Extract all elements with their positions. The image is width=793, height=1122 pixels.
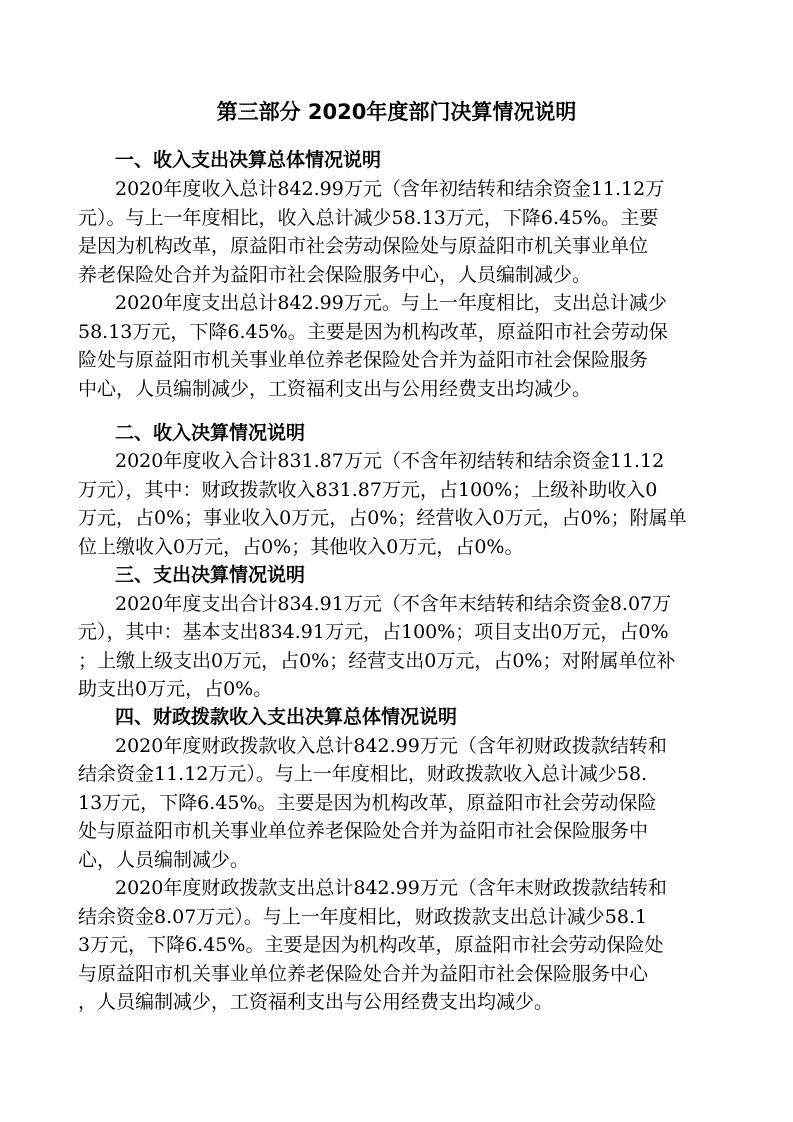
section-heading-4: 四、财政拨款收入支出决算总体情况说明 bbox=[115, 706, 458, 728]
section-heading-2: 二、收入决算情况说明 bbox=[115, 422, 306, 444]
paragraph-line: 中心，人员编制减少，工资福利支出与公用经费支出均减少。 bbox=[78, 378, 592, 400]
paragraph-line: 2020年度收入合计831.87万元（不含年初结转和结余资金11.12 bbox=[115, 450, 665, 472]
paragraph-line: 养老保险处合并为益阳市社会保险服务中心，人员编制减少。 bbox=[78, 264, 592, 286]
paragraph-line: 58.13万元，下降6.45%。主要是因为机构改革，原益阳市社会劳动保 bbox=[78, 321, 668, 343]
paragraph-line: 处与原益阳市机关事业单位养老保险处合并为益阳市社会保险服务中 bbox=[78, 820, 649, 842]
paragraph-line: 助支出0万元，占0%。 bbox=[78, 678, 273, 700]
paragraph-line: 2020年度支出合计834.91万元（不含年末结转和结余资金8.07万 bbox=[115, 593, 672, 615]
paragraph-line: 与原益阳市机关事业单位养老保险处合并为益阳市社会保险服务中心 bbox=[78, 963, 649, 985]
paragraph-line: 3万元，下降6.45%。主要是因为机构改革，原益阳市社会劳动保险处 bbox=[78, 934, 664, 956]
paragraph-line: 是因为机构改革，原益阳市社会劳动保险处与原益阳市机关事业单位 bbox=[78, 235, 649, 257]
paragraph-line: 2020年度财政拨款收入总计842.99万元（含年初财政拨款结转和 bbox=[115, 735, 667, 757]
paragraph-line: 元）。与上一年度相比，收入总计减少58.13万元，下降6.45%。主要 bbox=[78, 207, 659, 229]
paragraph-line: 结余资金11.12万元）。与上一年度相比，财政拨款收入总计减少58. bbox=[78, 763, 648, 785]
paragraph-line: 险处与原益阳市机关事业单位养老保险处合并为益阳市社会保险服务 bbox=[78, 349, 649, 371]
paragraph-line: 13万元，下降6.45%。主要是因为机构改革，原益阳市社会劳动保险 bbox=[78, 792, 657, 814]
paragraph-line: 万元，占0%；事业收入0万元，占0%；经营收入0万元，占0%；附属单 bbox=[78, 507, 687, 529]
paragraph-line: 结余资金8.07万元）。与上一年度相比，财政拨款支出总计减少58.1 bbox=[78, 906, 648, 928]
paragraph-line: 心，人员编制减少。 bbox=[78, 849, 250, 871]
paragraph-line: ；上缴上级支出0万元，占0%；经营支出0万元，占0%；对附属单位补 bbox=[78, 650, 676, 672]
paragraph-line: 2020年度收入总计842.99万元（含年初结转和结余资金11.12万 bbox=[115, 178, 665, 200]
section-heading-3: 三、支出决算情况说明 bbox=[115, 564, 306, 586]
page-title: 第三部分 2020年度部门决算情况说明 bbox=[216, 100, 577, 124]
paragraph-line: 2020年度财政拨款支出总计842.99万元（含年末财政拨款结转和 bbox=[115, 877, 667, 899]
paragraph-line: 位上缴收入0万元，占0%；其他收入0万元，占0%。 bbox=[78, 536, 524, 558]
paragraph-line: 元），其中：基本支出834.91万元，占100%；项目支出0万元，占0% bbox=[78, 621, 669, 643]
section-heading-1: 一、收入支出决算总体情况说明 bbox=[115, 149, 382, 171]
paragraph-line: ，人员编制减少，工资福利支出与公用经费支出均减少。 bbox=[78, 991, 554, 1013]
paragraph-line: 2020年度支出总计842.99万元。与上一年度相比，支出总计减少 bbox=[115, 292, 667, 314]
paragraph-line: 万元），其中：财政拨款收入831.87万元，占100%；上级补助收入0 bbox=[78, 479, 658, 501]
